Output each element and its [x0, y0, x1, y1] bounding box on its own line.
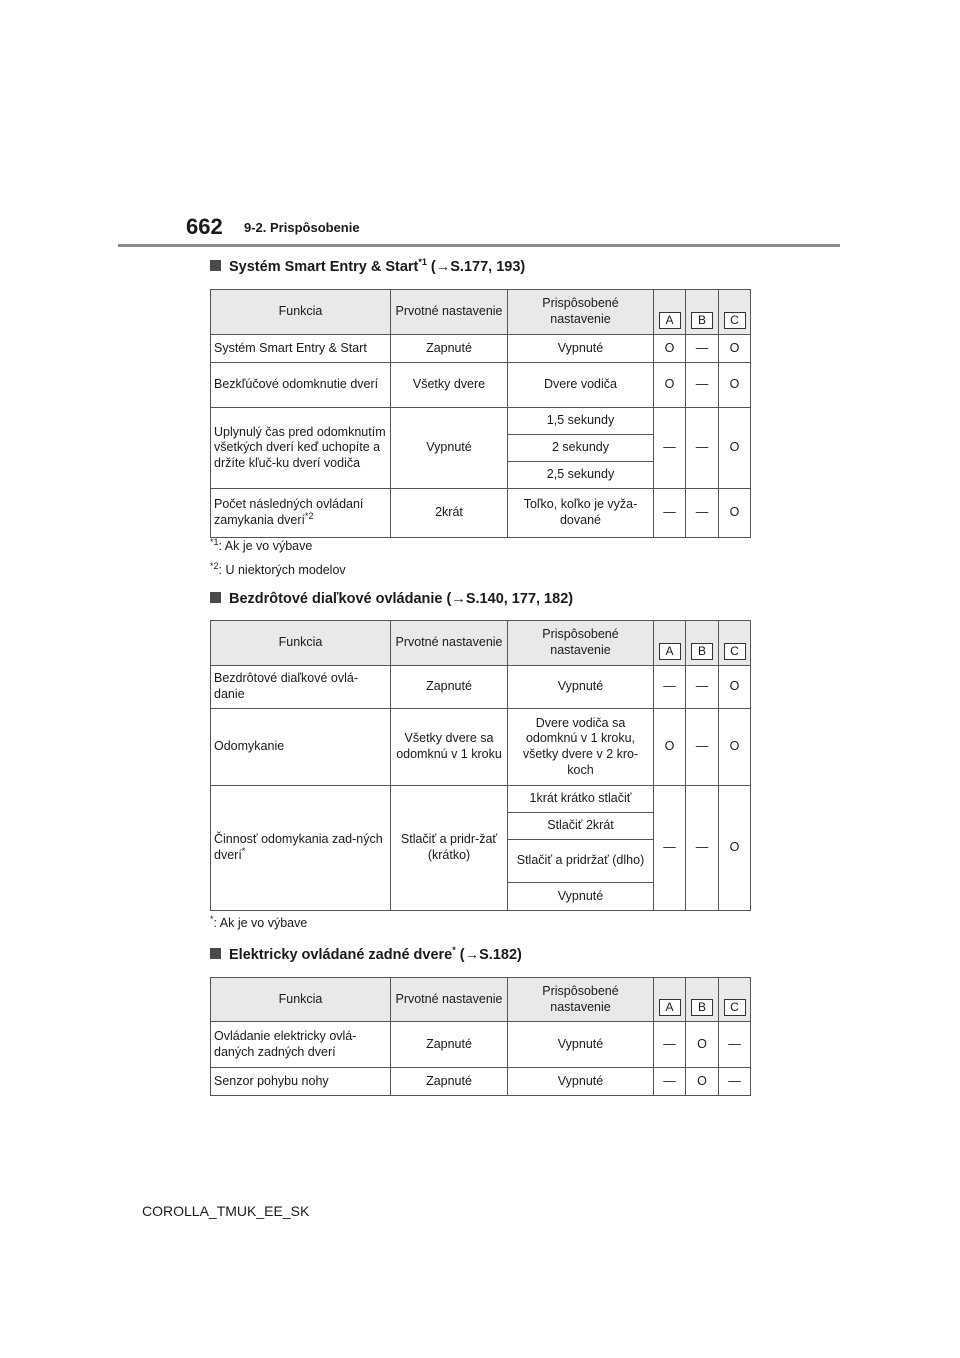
col-header-prvotne: Prvotné nastavenie: [391, 978, 508, 1022]
table-row: Uplynulý čas pred odomknutím všetkých dverí keď uchopíte a držíte kľuč-ku dverí vodiča Vypnuté 1,5 sekundy — — O: [211, 408, 751, 435]
footnote: *: Ak je vo výbave: [210, 913, 308, 930]
col-header-a: A: [654, 978, 686, 1022]
col-header-prisposobene: Prispôsobené nastavenie: [508, 978, 654, 1022]
table-header-row: [211, 978, 751, 1022]
col-header-funkcia: Funkcia: [211, 978, 391, 1022]
col-header-b: B: [686, 978, 719, 1022]
table-row: Činnosť odomykania zad-ných dverí* Stlačiť a pridr-žať (krátko) 1krát krátko stlačiť — — O: [211, 786, 751, 813]
footnote: $^{*2}$: U niektorých modelov: [210, 560, 346, 577]
square-bullet-icon: [210, 260, 221, 271]
square-bullet-icon: [210, 592, 221, 603]
chapter-title: 9-2. Prispôsobenie: [244, 220, 360, 235]
section-heading-tailgate: Elektricky ovládané zadné dvere* (→S.182): [210, 947, 522, 963]
table-row: Bezkľúčové odomknutie dverí Všetky dvere Dvere vodiča O — O: [211, 363, 751, 408]
table-header-row: [211, 621, 751, 666]
footnote: $^{*1}$: Ak je vo výbave: [210, 536, 313, 553]
table-row: Odomykanie Všetky dvere sa odomknú v 1 kroku Dvere vodiča sa odomknú v 1 kroku, všetky dvere v 2 kro-koch O — O: [211, 709, 751, 786]
col-header-prvotne: Prvotné nastavenie: [391, 290, 508, 335]
col-header-b: B: [686, 290, 719, 335]
table-row: Stlačiť 2krát: [211, 813, 751, 840]
table-row: Počet následných ovládaní zamykania dverí$^{*2}$ 2krát Toľko, koľko je vyža-dované — — O: [211, 489, 751, 538]
square-bullet-icon: [210, 948, 221, 959]
page-number: 662: [186, 214, 223, 239]
table-row: Systém Smart Entry & Start Zapnuté Vypnuté O — O: [211, 335, 751, 363]
col-header-funkcia: Funkcia: [211, 290, 391, 335]
col-header-c: C: [719, 978, 751, 1022]
table-row: Bezdrôtové diaľkové ovlá-danie Zapnuté Vypnuté — — O: [211, 666, 751, 709]
table-tailgate: [210, 977, 751, 1096]
table-row: Ovládanie elektricky ovlá-daných zadných dverí Zapnuté Vypnuté — O —: [211, 1022, 751, 1068]
col-header-c: C: [719, 290, 751, 335]
table-row: Stlačiť a pridržať (dlho): [211, 840, 751, 883]
table-remote: [210, 620, 751, 911]
table-row: Senzor pohybu nohy Zapnuté Vypnuté — O —: [211, 1068, 751, 1096]
table-header-row: [211, 290, 751, 335]
col-header-a: A: [654, 290, 686, 335]
col-header-a: A: [654, 621, 686, 666]
col-header-prvotne: Prvotné nastavenie: [391, 621, 508, 666]
table-smart-entry: [210, 289, 751, 538]
table-row: Vypnuté: [211, 883, 751, 911]
table-row: 2,5 sekundy: [211, 462, 751, 489]
col-header-prisposobene: Prispôsobené nastavenie: [508, 290, 654, 335]
col-header-prisposobene: Prispôsobené nastavenie: [508, 621, 654, 666]
header-rule: [118, 244, 840, 247]
col-header-funkcia: Funkcia: [211, 621, 391, 666]
section-heading-remote: Bezdrôtové diaľkové ovládanie (→S.140, 177, 182): [210, 591, 573, 607]
col-header-b: B: [686, 621, 719, 666]
table-row: 2 sekundy: [211, 435, 751, 462]
col-header-c: C: [719, 621, 751, 666]
section-heading-smart-entry: Systém Smart Entry & Start$^{*1}$ (→S.177, 193): [210, 259, 525, 275]
document-footer: COROLLA_TMUK_EE_SK: [142, 1203, 310, 1219]
